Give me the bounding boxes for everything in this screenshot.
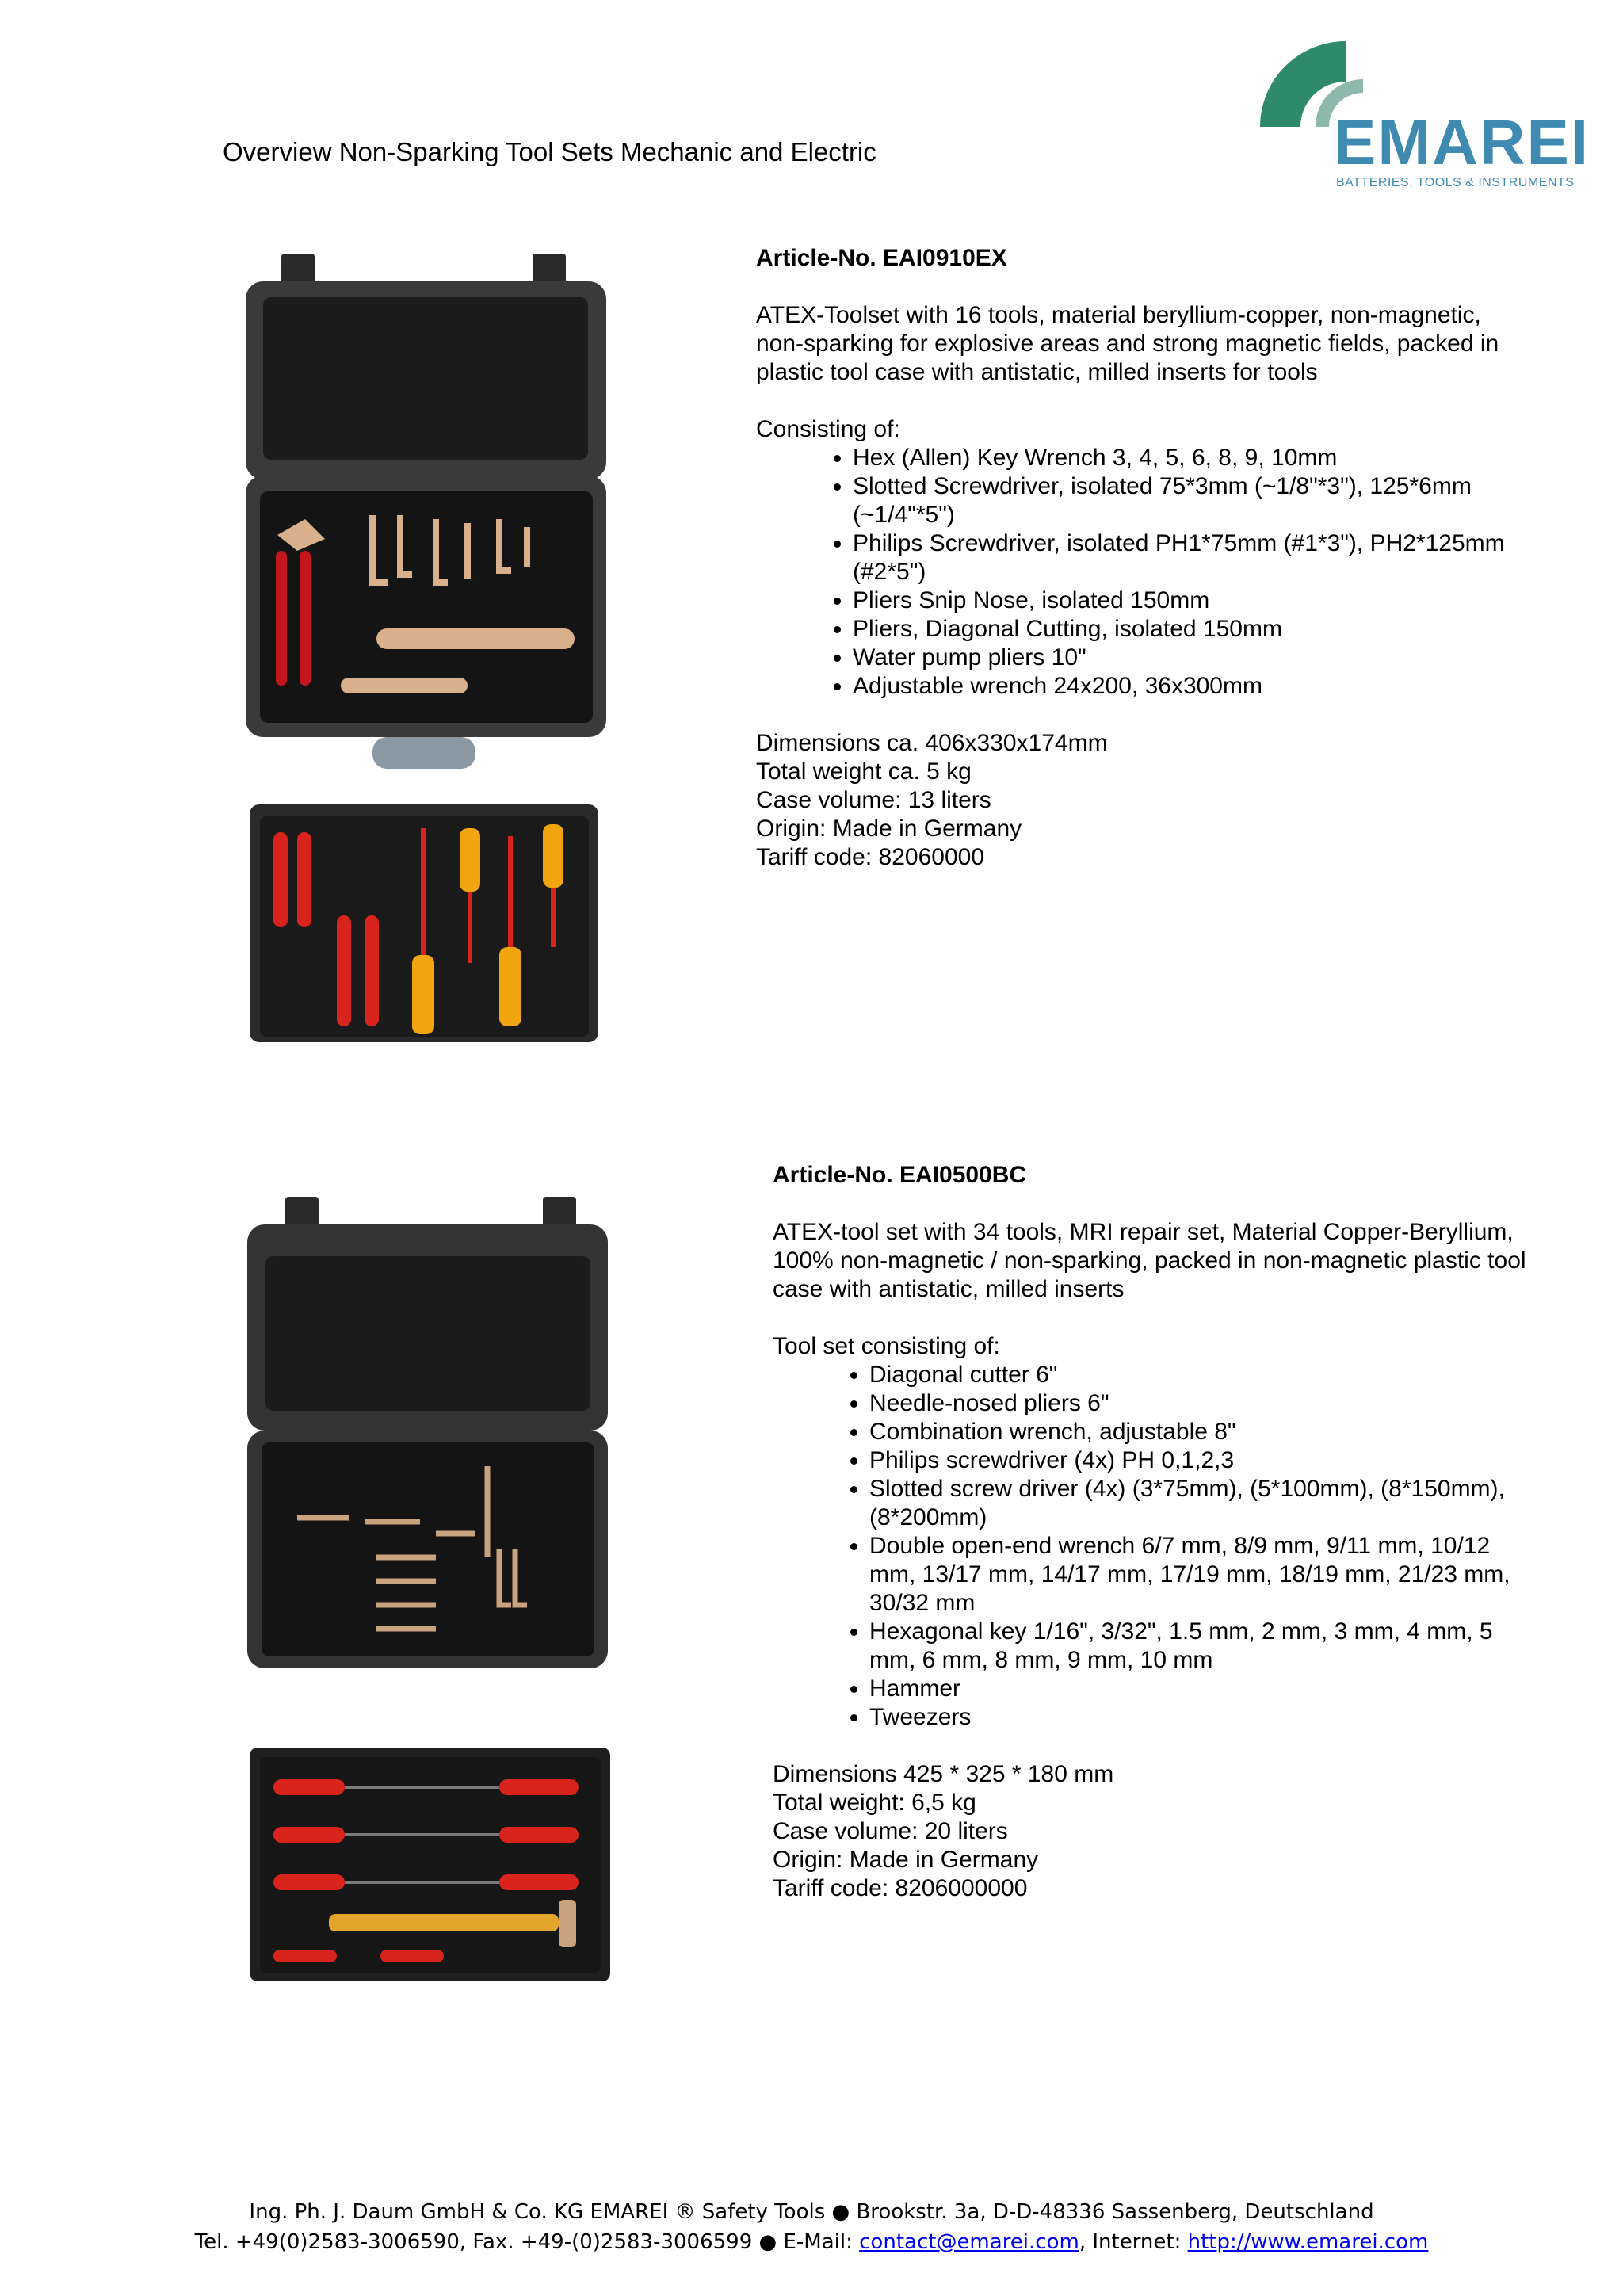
spec-line: Total weight ca. 5 kg xyxy=(756,758,972,785)
toolcase-eai0910ex-photo xyxy=(238,250,618,1058)
list-item: • Combination wrench, adjustable 8" xyxy=(869,1418,1541,1446)
list-item: • Tweezers xyxy=(869,1703,1541,1732)
spec-line: Tariff code: 82060000 xyxy=(756,844,985,870)
logo-tagline: BATTERIES, TOOLS & INSTRUMENTS xyxy=(1336,176,1575,189)
article-eai0500bc xyxy=(773,1161,1541,1903)
list-item: • Double open-end wrench 6/7 mm, 8/9 mm, 9/11 mm, 10/12 mm, 13/17 mm, 14/17 mm, 17/19 mm, 18/19 mm, 21/23 mm, 30/32 mm xyxy=(869,1532,1541,1618)
spec-line: Tariff code: 8206000000 xyxy=(773,1875,1028,1901)
tool-list xyxy=(756,444,1525,701)
article-description: ATEX-tool set with 34 tools, MRI repair set, Material Copper-Beryllium, 100% non-magnetic / non-sparking, packed in non-magnetic plastic tool case with antistatic, milled inserts xyxy=(773,1219,1526,1302)
consisting-label: Consisting of: xyxy=(756,416,900,442)
footer-contact xyxy=(0,2227,1623,2257)
footer xyxy=(0,2197,1623,2257)
consisting-label: Tool set consisting of: xyxy=(773,1333,1000,1359)
article-description: ATEX-Toolset with 16 tools, material beryllium-copper, non-magnetic, non-sparking for explosive areas and strong magnetic fields, packed in plastic tool case with antistatic, milled inserts for tools xyxy=(756,302,1499,385)
spec-line: Dimensions 425 * 325 * 180 mm xyxy=(773,1761,1114,1787)
footer-internet-label: , Internet: xyxy=(1079,2230,1188,2254)
spec-line: Case volume: 13 liters xyxy=(756,787,991,813)
list-item: • Diagonal cutter 6" xyxy=(869,1361,1541,1389)
spec-line: Total weight: 6,5 kg xyxy=(773,1790,976,1816)
logo-wordmark: EMAREI xyxy=(1334,107,1591,178)
spec-line: Case volume: 20 liters xyxy=(773,1818,1008,1844)
tool-list xyxy=(773,1361,1541,1732)
list-item: • Pliers Snip Nose, isolated 150mm xyxy=(853,586,1525,615)
spec-line: Dimensions ca. 406x330x174mm xyxy=(756,730,1108,756)
article-eai0910ex xyxy=(756,244,1525,872)
list-item: • Philips screwdriver (4x) PH 0,1,2,3 xyxy=(869,1446,1541,1475)
list-item: • Pliers, Diagonal Cutting, isolated 150mm xyxy=(853,615,1525,644)
spec-line: Origin: Made in Germany xyxy=(773,1847,1039,1873)
list-item: • Needle-nosed pliers 6" xyxy=(869,1389,1541,1418)
article-number: Article-No. EAI0910EX xyxy=(756,245,1007,271)
list-item: • Hexagonal key 1/16", 3/32", 1.5 mm, 2 mm, 3 mm, 4 mm, 5 mm, 6 mm, 8 mm, 9 mm, 10 mm xyxy=(869,1618,1541,1675)
footer-phone-fax: Tel. +49(0)2583-3006590, Fax. +49-(0)2583-3006599 ● E-Mail: xyxy=(194,2230,860,2254)
spec-block xyxy=(773,1760,1541,1903)
list-item: • Slotted Screwdriver, isolated 75*3mm (~1/8"*3"), 125*6mm (~1/4"*5") xyxy=(853,472,1525,529)
list-item: • Philips Screwdriver, isolated PH1*75mm (#1*3"), PH2*125mm (#2*5") xyxy=(853,529,1525,586)
list-item: • Adjustable wrench 24x200, 36x300mm xyxy=(853,672,1525,701)
email-link[interactable]: contact@emarei.com xyxy=(859,2230,1079,2254)
article-number: Article-No. EAI0500BC xyxy=(773,1162,1027,1188)
spec-block xyxy=(756,729,1525,872)
list-item: • Hex (Allen) Key Wrench 3, 4, 5, 6, 8, 9, 10mm xyxy=(853,444,1525,472)
footer-address: Ing. Ph. J. Daum GmbH & Co. KG EMAREI ® Safety Tools ● Brookstr. 3a, D-D-48336 Sassenberg, Deutschland xyxy=(249,2200,1374,2224)
list-item: • Water pump pliers 10" xyxy=(853,644,1525,672)
website-link[interactable]: http://www.emarei.com xyxy=(1187,2230,1429,2254)
page-title: Overview Non-Sparking Tool Sets Mechanic and Electric xyxy=(223,137,876,166)
spec-line: Origin: Made in Germany xyxy=(756,816,1022,842)
list-item: • Hammer xyxy=(869,1675,1541,1703)
list-item: • Slotted screw driver (4x) (3*75mm), (5*100mm), (8*150mm), (8*200mm) xyxy=(869,1475,1541,1532)
toolcase-eai0500bc-photo xyxy=(238,1193,618,2001)
